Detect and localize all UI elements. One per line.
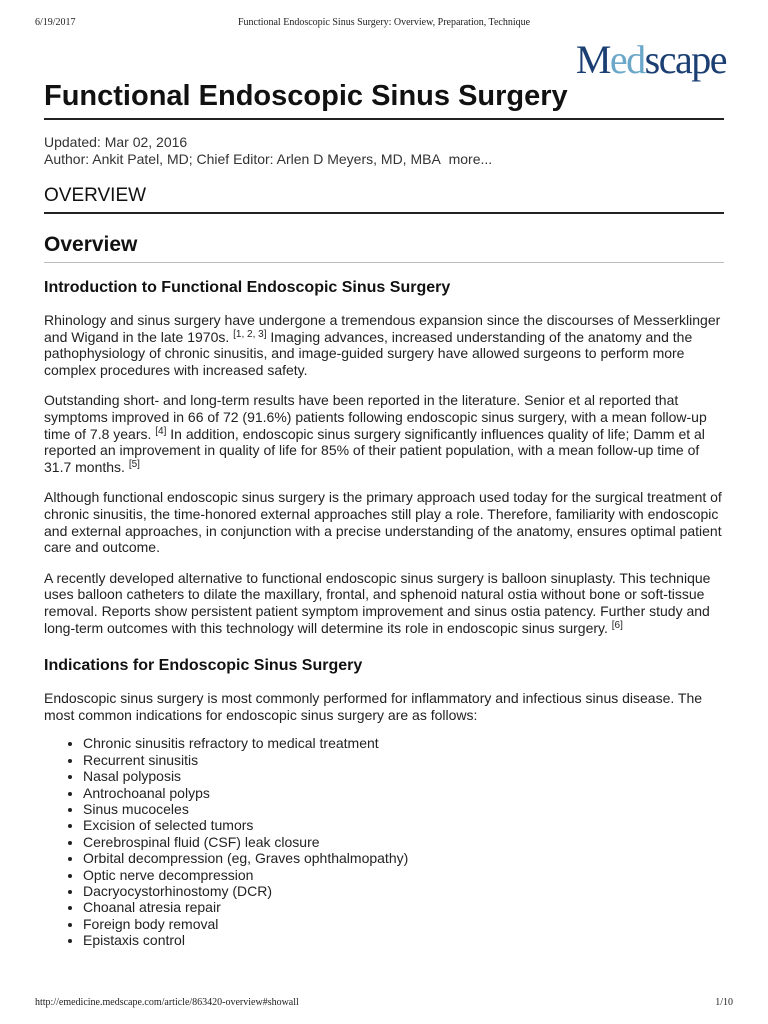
intro-paragraph-2	[44, 392, 724, 475]
title-divider	[44, 118, 724, 120]
logo-part-scape: scape	[644, 37, 726, 82]
indications-list	[44, 735, 724, 948]
article-content	[44, 78, 724, 949]
indications-intro: Endoscopic sinus surgery is most commonly performed for inflammatory and infectious sinus disease. The most common indications for endoscopic sinus surgery are as follows:	[44, 690, 703, 723]
author-text: Author: Ankit Patel, MD; Chief Editor: Arlen D Meyers, MD, MBA	[44, 151, 441, 167]
subsection-title: Overview	[44, 233, 138, 256]
ref-6[interactable]: [6]	[611, 619, 623, 631]
list-item: • Excision of selected tumors	[83, 817, 724, 833]
p1-text-2: Imaging advances, increased understanding of the anatomy and the pathophysiology of chronic sinusitis, and image-guided surgery have allowed surgeons to perform more complex procedures with increased safety.	[44, 328, 693, 378]
list-item: • Epistaxis control	[83, 932, 724, 948]
p4-text-1: A recently developed alternative to functional endoscopic sinus surgery is balloon sinuplasty. This technique uses balloon catheters to dilate the maxillary, frontal, and sphenoid natural ostia without bone or soft-tissue removal. Reports show persistent patient symptom improvement and sinus ostia patency. Further study and long-term outcomes with this technology will determine its role in endoscopic sinus surgery.	[44, 569, 711, 636]
p2-text-1: Outstanding short- and long-term results have been reported in the literature. Senior et al reported that symptoms improved in 66 of 72 (91.6%) patients following endoscopic sinus surgery, with a mean follow-up time of 7.8 years.	[44, 392, 707, 442]
list-item: • Choanal atresia repair	[83, 899, 724, 915]
list-item: • Orbital decompression (eg, Graves ophthalmopathy)	[83, 850, 724, 866]
list-item: • Optic nerve decompression	[83, 867, 724, 883]
print-date: 6/19/2017	[35, 17, 76, 28]
list-item: • Foreign body removal	[83, 916, 724, 932]
logo-part-m: M	[575, 37, 610, 82]
intro-paragraph-1	[44, 312, 724, 378]
list-item: • Nasal polyposis	[83, 768, 724, 784]
author-line	[44, 151, 724, 168]
p2-text-2: In addition, endoscopic sinus surgery significantly influences quality of life; Damm et al reported an improvement in quality of life for 85% of their patient population, with a mean follow-up time of 31.7 months.	[44, 425, 705, 475]
intro-paragraph-4	[44, 570, 724, 636]
ref-5[interactable]: [5]	[128, 458, 140, 470]
list-item: • Recurrent sinusitis	[83, 752, 724, 768]
more-link[interactable]: more...	[448, 151, 493, 167]
p1-text-1: Rhinology and sinus surgery have undergone a tremendous expansion since the discourses of Messerklinger and Wigand in the late 1970s.	[44, 312, 721, 345]
logo-part-ed: ed	[609, 37, 645, 82]
print-doc-title: Functional Endoscopic Sinus Surgery: Overview, Preparation, Technique	[237, 17, 531, 28]
print-footer	[35, 997, 733, 1011]
section-label-overview[interactable]: OVERVIEW	[44, 185, 147, 206]
updated-date: Updated: Mar 02, 2016	[44, 134, 188, 150]
medscape-logo[interactable]	[576, 38, 726, 82]
intro-paragraph-3: Although functional endoscopic sinus surgery is the primary approach used today for the surgical treatment of chronic sinusitis, the time-honored external approaches still play a role. Therefore, familiarity with endoscopic and external approaches, in conjunction with a precise understanding of the anatomy, ensures optimal patient care and outcome.	[44, 489, 722, 556]
ref-1-2-3[interactable]: [1, 2, 3]	[233, 328, 267, 340]
list-item: • Cerebrospinal fluid (CSF) leak closure	[83, 834, 724, 850]
print-header	[35, 17, 733, 31]
subsection-divider	[44, 262, 724, 263]
list-item: • Chronic sinusitis refractory to medical treatment	[83, 735, 724, 751]
section-divider	[44, 212, 724, 214]
page-title: Functional Endoscopic Sinus Surgery	[44, 80, 568, 112]
intro-heading: Introduction to Functional Endoscopic Sinus Surgery	[44, 279, 451, 296]
page-number: 1/10	[715, 997, 733, 1008]
list-item: • Dacryocystorhinostomy (DCR)	[83, 883, 724, 899]
article-meta	[44, 134, 724, 168]
print-url: http://emedicine.medscape.com/article/863420-overview#showall	[35, 997, 299, 1008]
indications-heading: Indications for Endoscopic Sinus Surgery	[44, 657, 363, 675]
list-item: • Sinus mucoceles	[83, 801, 724, 817]
ref-4[interactable]: [4]	[155, 425, 167, 437]
list-item: • Antrochoanal polyps	[83, 785, 724, 801]
